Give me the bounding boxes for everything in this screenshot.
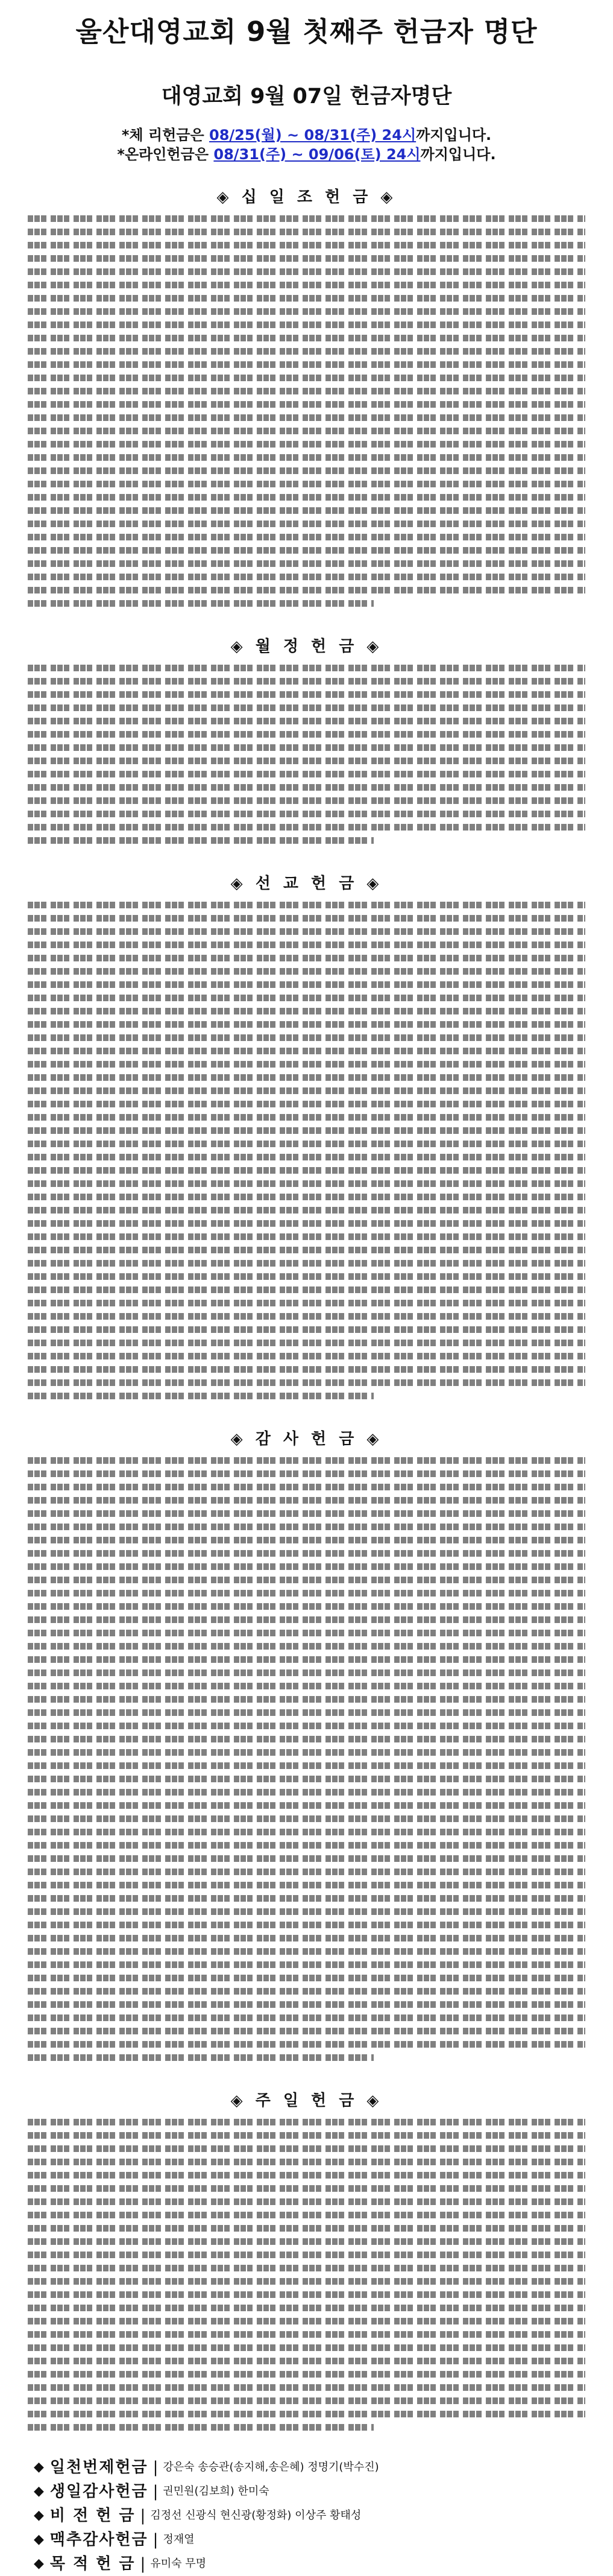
name-list-line xyxy=(28,1908,585,1915)
name-list-line xyxy=(28,1537,585,1543)
name-list-line xyxy=(28,1141,585,1147)
name-list-line xyxy=(28,2041,585,2048)
name-list-line xyxy=(28,1869,585,1875)
name-list-line xyxy=(28,1326,585,1333)
category-separator: | xyxy=(140,2507,146,2525)
note-offline xyxy=(24,125,589,145)
name-list-line xyxy=(28,955,585,961)
name-list-line xyxy=(28,784,585,791)
name-list-line xyxy=(28,1247,585,1253)
name-list-line xyxy=(28,1669,585,1676)
name-list-line xyxy=(28,295,585,302)
note-online-prefix: *온라인헌금은 xyxy=(117,146,214,163)
name-list-line xyxy=(28,229,585,235)
name-list-line xyxy=(28,1749,585,1756)
name-list-line xyxy=(28,1353,585,1359)
name-list-line xyxy=(28,454,585,461)
name-list-line xyxy=(28,574,585,580)
name-list-line xyxy=(28,600,374,607)
name-list-line xyxy=(28,1286,585,1293)
name-list-line xyxy=(28,731,585,738)
name-list-line xyxy=(28,547,585,554)
name-list-line xyxy=(28,375,585,381)
section-heading-thanksgiving: ◈ 감 사 헌 금 ◈ xyxy=(230,1430,383,1448)
name-list-line xyxy=(28,1603,585,1610)
name-list-line xyxy=(28,1948,585,1955)
name-list-line xyxy=(28,1577,585,1583)
name-list-line xyxy=(28,1762,585,1769)
name-list-line xyxy=(28,2212,585,2218)
name-list-line xyxy=(28,282,585,288)
category-value: 김정선 신광식 현신광(황정화) 이상주 황태성 xyxy=(150,2509,362,2522)
name-list-line xyxy=(28,1696,585,1703)
name-list-line xyxy=(28,1510,585,1517)
name-list-line xyxy=(28,361,585,368)
section-heading-mission: ◈ 선 교 헌 금 ◈ xyxy=(230,875,383,893)
name-list-line xyxy=(28,744,585,751)
name-list-line xyxy=(28,1260,585,1267)
name-list-line xyxy=(28,215,585,222)
name-list-line xyxy=(28,1497,585,1504)
name-list-line xyxy=(28,494,585,501)
name-list-line xyxy=(28,691,585,698)
name-list-line xyxy=(28,2358,585,2364)
name-list-line xyxy=(28,1167,585,1174)
name-list-line xyxy=(28,1988,585,1995)
name-list-line xyxy=(28,1273,585,1280)
category-label: 비 전 헌 금 xyxy=(49,2507,136,2525)
name-list-line xyxy=(28,335,585,341)
section-heading-sunday: ◈ 주 일 헌 금 ◈ xyxy=(230,2092,383,2110)
name-list-line xyxy=(28,2238,585,2245)
name-list-line xyxy=(28,1895,585,1902)
name-list-line xyxy=(28,255,585,262)
name-list-line xyxy=(28,467,585,474)
name-list-line xyxy=(28,1776,585,1782)
name-list-line xyxy=(28,1087,585,1094)
category-value: 권민원(김보희) 한미숙 xyxy=(163,2485,269,2498)
note-online xyxy=(24,145,589,164)
note-offline-suffix: 까지입니다. xyxy=(416,127,492,144)
name-list-line xyxy=(28,1935,585,1941)
name-list-line xyxy=(28,1484,585,1490)
section-heading-tithe: ◈ 십 일 조 헌 금 ◈ xyxy=(216,188,397,206)
diamond-bullet-icon: ◆ xyxy=(34,2532,44,2547)
name-list-line xyxy=(28,704,585,711)
name-list-line xyxy=(28,2132,585,2139)
category-separator: | xyxy=(140,2555,146,2573)
category-label: 목 적 헌 금 xyxy=(49,2555,136,2573)
name-list-line xyxy=(28,2014,585,2021)
name-list-line xyxy=(28,2371,585,2378)
name-list-line xyxy=(28,2172,585,2179)
mission-name-list xyxy=(28,902,585,1406)
diamond-bullet-icon: ◆ xyxy=(34,2460,44,2475)
name-list-line xyxy=(28,1802,585,1809)
name-list-line xyxy=(28,1975,585,1981)
category-value: 유미숙 무명 xyxy=(150,2557,206,2570)
name-list-line xyxy=(28,2318,585,2324)
name-list-line xyxy=(28,665,585,671)
name-list-line xyxy=(28,2198,585,2205)
diamond-bullet-icon: ◆ xyxy=(34,2484,44,2499)
sunday-name-list xyxy=(28,2119,585,2437)
name-list-line xyxy=(28,2331,585,2338)
name-list-line xyxy=(28,2305,585,2311)
category-row xyxy=(34,2504,589,2528)
name-list-line xyxy=(28,902,585,908)
name-list-line xyxy=(28,1313,585,1320)
note-offline-period: 08/25(월) ~ 08/31(주) 24시 xyxy=(209,127,417,144)
name-list-line xyxy=(28,1922,585,1928)
name-list-line xyxy=(28,771,585,777)
name-list-line xyxy=(28,1340,585,1346)
name-list-line xyxy=(28,1207,585,1214)
name-list-line xyxy=(28,2145,585,2152)
other-offerings-list xyxy=(24,2455,589,2576)
name-list-line xyxy=(28,758,585,764)
name-list-line xyxy=(28,441,585,448)
tithe-name-list xyxy=(28,215,585,613)
name-list-line xyxy=(28,388,585,394)
name-list-line xyxy=(28,268,585,275)
name-list-line xyxy=(28,1021,585,1028)
name-list-line xyxy=(28,1220,585,1227)
category-row xyxy=(34,2552,589,2576)
name-list-line xyxy=(28,1008,585,1014)
name-list-line xyxy=(28,2185,585,2192)
name-list-line xyxy=(28,2119,585,2125)
category-value: 정재열 xyxy=(163,2533,195,2546)
page-title: 울산대영교회 9월 첫째주 헌금자 명단 xyxy=(75,16,538,48)
category-separator: | xyxy=(152,2483,159,2501)
name-list-line xyxy=(28,1590,585,1597)
name-list-line xyxy=(28,1366,585,1373)
name-list-line xyxy=(28,1656,585,1663)
name-list-line xyxy=(28,1723,585,1729)
name-list-line xyxy=(28,2054,374,2061)
name-list-line xyxy=(28,414,585,421)
name-list-line xyxy=(28,2278,585,2285)
name-list-line xyxy=(28,401,585,408)
name-list-line xyxy=(28,1114,585,1121)
thanksgiving-name-list xyxy=(28,1457,585,2068)
name-list-line xyxy=(28,1524,585,1530)
name-list-line xyxy=(28,915,585,922)
name-list-line xyxy=(28,2291,585,2298)
name-list-line xyxy=(28,507,585,514)
name-list-line xyxy=(28,1643,585,1650)
name-list-line xyxy=(28,1616,585,1623)
name-list-line xyxy=(28,2344,585,2351)
name-list-line xyxy=(28,1829,585,1835)
category-label: 맥추감사헌금 xyxy=(49,2531,148,2549)
name-list-line xyxy=(28,2225,585,2232)
name-list-line xyxy=(28,1630,585,1636)
category-row xyxy=(34,2528,589,2552)
name-list-line xyxy=(28,2397,585,2404)
name-list-line xyxy=(28,1034,585,1041)
notes xyxy=(24,125,589,164)
category-separator: | xyxy=(152,2531,159,2549)
name-list-line xyxy=(28,797,585,804)
note-online-suffix: 까지입니다. xyxy=(420,146,496,163)
diamond-bullet-icon: ◆ xyxy=(34,2556,44,2571)
name-list-line xyxy=(28,2159,585,2165)
name-list-line xyxy=(28,1709,585,1716)
name-list-line xyxy=(28,1379,585,1386)
name-list-line xyxy=(28,1789,585,1796)
name-list-line xyxy=(28,1961,585,1968)
name-list-line xyxy=(28,321,585,328)
category-separator: | xyxy=(152,2458,159,2476)
monthly-name-list xyxy=(28,665,585,850)
name-list-line xyxy=(28,2411,585,2417)
name-list-line xyxy=(28,1393,374,1399)
name-list-line xyxy=(28,308,585,315)
name-list-line xyxy=(28,1048,585,1054)
section-heading-monthly: ◈ 월 정 헌 금 ◈ xyxy=(230,638,383,656)
note-offline-prefix: *체 리헌금은 xyxy=(121,127,209,144)
name-list-line xyxy=(28,2265,585,2271)
name-list-line xyxy=(28,2001,585,2008)
category-value: 강은숙 송승관(송지해,송은혜) 정명기(박수진) xyxy=(163,2461,379,2473)
name-list-line xyxy=(28,1882,585,1888)
name-list-line xyxy=(28,837,374,844)
name-list-line xyxy=(28,811,585,817)
name-list-line xyxy=(28,1815,585,1822)
name-list-line xyxy=(28,824,585,831)
name-list-line xyxy=(28,2028,585,2034)
name-list-line xyxy=(28,1194,585,1200)
category-label: 생일감사헌금 xyxy=(49,2483,148,2501)
category-row xyxy=(34,2455,589,2479)
name-list-line xyxy=(28,678,585,685)
name-list-line xyxy=(28,981,585,988)
name-list-line xyxy=(28,1061,585,1068)
name-list-line xyxy=(28,1127,585,1134)
diamond-bullet-icon: ◆ xyxy=(34,2508,44,2523)
name-list-line xyxy=(28,534,585,540)
name-list-line xyxy=(28,1101,585,1107)
name-list-line xyxy=(28,941,585,948)
name-list-line xyxy=(28,587,585,593)
note-online-period: 08/31(주) ~ 09/06(토) 24시 xyxy=(213,146,421,163)
name-list-line xyxy=(28,1180,585,1187)
name-list-line xyxy=(28,995,585,1001)
name-list-line xyxy=(28,1855,585,1862)
name-list-line xyxy=(28,928,585,935)
name-list-line xyxy=(28,1300,585,1306)
name-list-line xyxy=(28,428,585,434)
name-list-line xyxy=(28,521,585,527)
name-list-line xyxy=(28,242,585,248)
name-list-line xyxy=(28,1074,585,1081)
name-list-line xyxy=(28,718,585,724)
name-list-line xyxy=(28,1563,585,1570)
name-list-line xyxy=(28,1470,585,1477)
name-list-line xyxy=(28,560,585,567)
name-list-line xyxy=(28,1550,585,1557)
name-list-line xyxy=(28,2384,585,2391)
name-list-line xyxy=(28,1683,585,1689)
name-list-line xyxy=(28,1233,585,1240)
page-subtitle: 대영교회 9월 07일 헌금자명단 xyxy=(161,84,452,109)
name-list-line xyxy=(28,2424,374,2431)
category-row xyxy=(34,2479,589,2504)
name-list-line xyxy=(28,1736,585,1742)
name-list-line xyxy=(28,2252,585,2258)
name-list-line xyxy=(28,481,585,487)
name-list-line xyxy=(28,1457,585,1464)
name-list-line xyxy=(28,348,585,355)
name-list-line xyxy=(28,1154,585,1160)
category-label: 일천번제헌금 xyxy=(49,2458,148,2476)
name-list-line xyxy=(28,968,585,975)
name-list-line xyxy=(28,1842,585,1849)
